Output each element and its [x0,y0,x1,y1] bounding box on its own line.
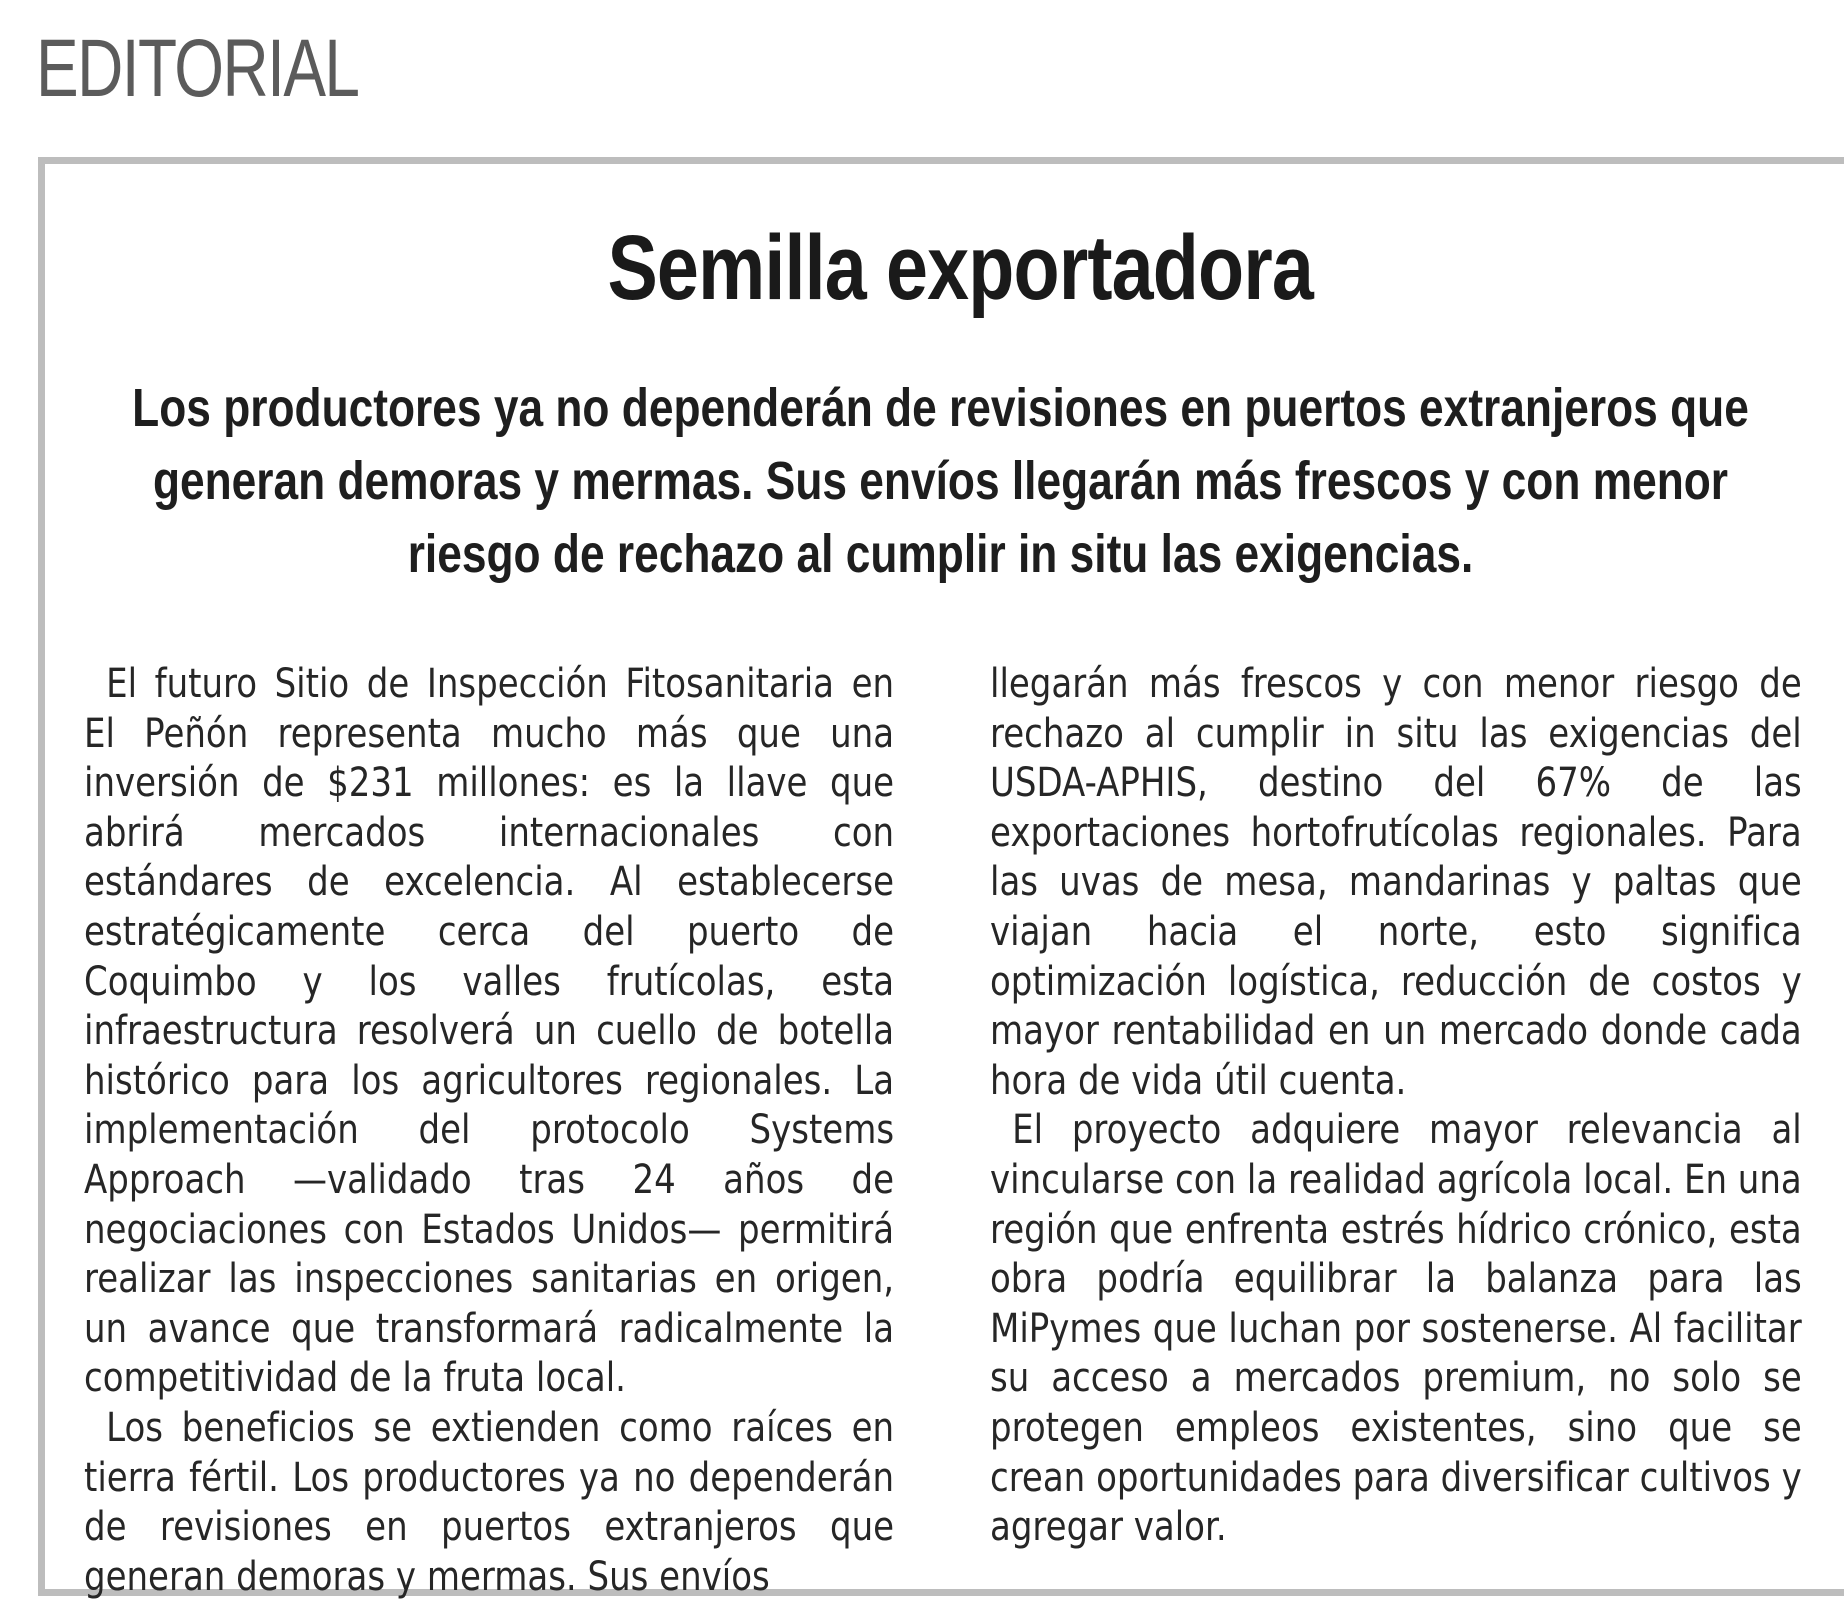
body-paragraph: El proyecto adquiere mayor relevancia al vincularse con la realidad agrícola local. En una región que enfrenta estrés hídrico crónico, esta obra podría equilibrar la balanza para las MiPymes que luchan por sostenerse. Al facilitar su acceso a mercados premium, no solo se protegen empleos existentes, sino que se crean oportunidades para diversificar cultivos y agregar valor. [990,1107,1802,1551]
body-column-right [990,660,1802,1553]
body-paragraph: El futuro Sitio de Inspección Fitosanitaria en El Peñón representa mucho más que una inversión de $231 millones: es la llave que abrirá mercados internacionales con estándares de excelencia. Al establecerse estratégicamente cerca del puerto de Coquimbo y los valles frutícolas, esta infraestructura resolverá un cuello de botella histórico para los agricultores regionales. La implementación del protocolo Systems Approach —validado tras 24 años de negociaciones con Estados Unidos— permitirá realizar las inspecciones sanitarias en origen, un avance que transformará radicalmente la competitividad de la fruta local. [84,661,895,1402]
dek-text: Los productores ya no dependerán de revisiones en puertos extranjeros que generan demoras y mermas. Sus envíos llegarán más frescos y con menor riesgo de rechazo al cumplir in situ las exigencias. [132,378,1749,584]
body-paragraph: llegarán más frescos y con menor riesgo de rechazo al cumplir in situ las exigencias del USDA-APHIS, destino del 67% de las exportaciones hortofrutícolas regionales. Para las uvas de mesa, mandarinas y paltas que viajan hacia el norte, esto significa optimización logística, reducción de costos y mayor rentabilidad en un mercado donde cada hora de vida útil cuenta. [990,661,1802,1104]
section-label: EDITORIAL [36,23,359,114]
headline [38,218,1844,319]
body-paragraph: Los beneficios se extienden como raíces en tierra fértil. Los productores ya no dependerán de revisiones en puertos extranjeros que generan demoras y mermas. Sus envíos [84,1404,895,1600]
body-column-left [84,660,894,1602]
dek [90,372,1790,591]
headline-text: Semilla exportadora [607,217,1313,319]
